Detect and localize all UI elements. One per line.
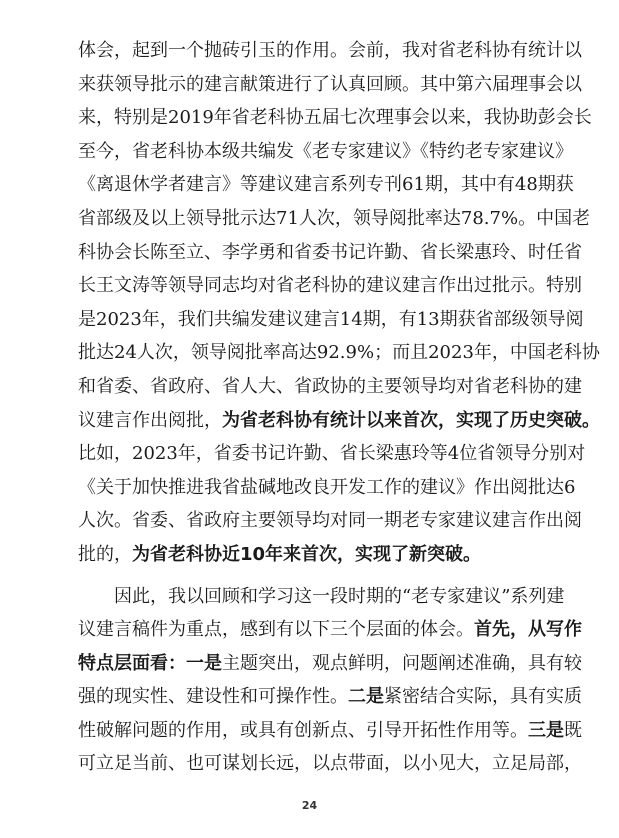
text-line: 可立足当前、也可谋划长远，以点带面，以小见大，立足局部， — [78, 753, 582, 775]
text-line: 科协会长陈至立、李学勇和省委书记许勤、省长梁惠玲、时任省 — [78, 241, 582, 263]
text-line: 至今，省老科协本级共编发《老专家建议》《特约老专家建议》 — [78, 140, 573, 162]
text-span: 性破解问题的作用，或具有创新点、引导开拓性作用等。 — [78, 719, 528, 741]
text-line: 比如，2023年，省委书记许勤、省长梁惠玲等4位省领导分别对 — [78, 443, 586, 465]
text-span: 紧密结合实际，具有实质 — [384, 686, 582, 708]
paragraph-2 — [78, 580, 582, 782]
text-line — [78, 613, 582, 647]
text-line — [78, 680, 582, 714]
text-line — [78, 647, 582, 681]
paragraph-1 — [78, 34, 600, 572]
text-span: 批的， — [78, 543, 132, 565]
paragraph-spacer — [78, 572, 558, 580]
text-line — [78, 538, 558, 572]
text-line: 长王文涛等领导同志均对省老科协的建议建言作出过批示。特别 — [78, 275, 582, 297]
text-line — [78, 714, 582, 748]
emphasis-text: 特点层面看： — [78, 652, 186, 674]
text-line: 来获领导批示的建言献策进行了认真回顾。其中第六届理事会以 — [78, 73, 582, 95]
text-span: 议建言稿件为重点，感到有以下三个层面的体会。 — [78, 619, 474, 641]
page-number: 24 — [301, 799, 318, 812]
emphasis-text: 三是 — [528, 719, 564, 741]
text-span: 主题突出，观点鲜明，问题阐述准确，具有较 — [222, 652, 582, 674]
text-line: 和省委、省政府、省人大、省政协的主要领导均对省老科协的建 — [78, 375, 582, 397]
emphasis-text: 为省老科协有统计以来首次，实现了历史突破。 — [222, 409, 600, 431]
text-line: 是2023年，我们共编发建议建言14期，有13期获省部级领导阅 — [78, 308, 584, 330]
text-line: 因此，我以回顾和学习这一段时期的“老专家建议”系列建 — [114, 585, 565, 607]
text-line: 来，特别是2019年省老科协五届七次理事会以来，我协助彭会长 — [78, 107, 592, 129]
text-line: 人次。省委、省政府主要领导均对同一期老专家建议建言作出阅 — [78, 510, 582, 532]
text-line: 《离退休学者建言》等建议建言系列专刊61期，其中有48期获 — [78, 174, 574, 196]
text-line: 《关于加快推进我省盐碱地改良开发工作的建议》作出阅批达6 — [78, 476, 576, 498]
text-line: 省部级及以上领导批示达71人次，领导阅批率达78.7%。中国老 — [78, 207, 591, 229]
emphasis-text: 一是 — [186, 652, 222, 674]
emphasis-text: 首先，从写作 — [474, 619, 582, 641]
text-span: 强的现实性、建设性和可操作性。 — [78, 686, 348, 708]
text-line: 体会，起到一个抛砖引玉的作用。会前，我对省老科协有统计以 — [78, 40, 582, 61]
emphasis-text: 二是 — [348, 686, 384, 708]
text-span: 议建言作出阅批， — [78, 409, 222, 431]
body-text — [78, 34, 600, 781]
text-line: 批达24人次，领导阅批率高达92.9%；而且2023年，中国老科协 — [78, 342, 600, 364]
text-span: 既 — [564, 719, 582, 741]
text-line — [78, 404, 600, 438]
emphasis-text: 为省老科协近10年来首次，实现了新突破。 — [132, 543, 482, 565]
